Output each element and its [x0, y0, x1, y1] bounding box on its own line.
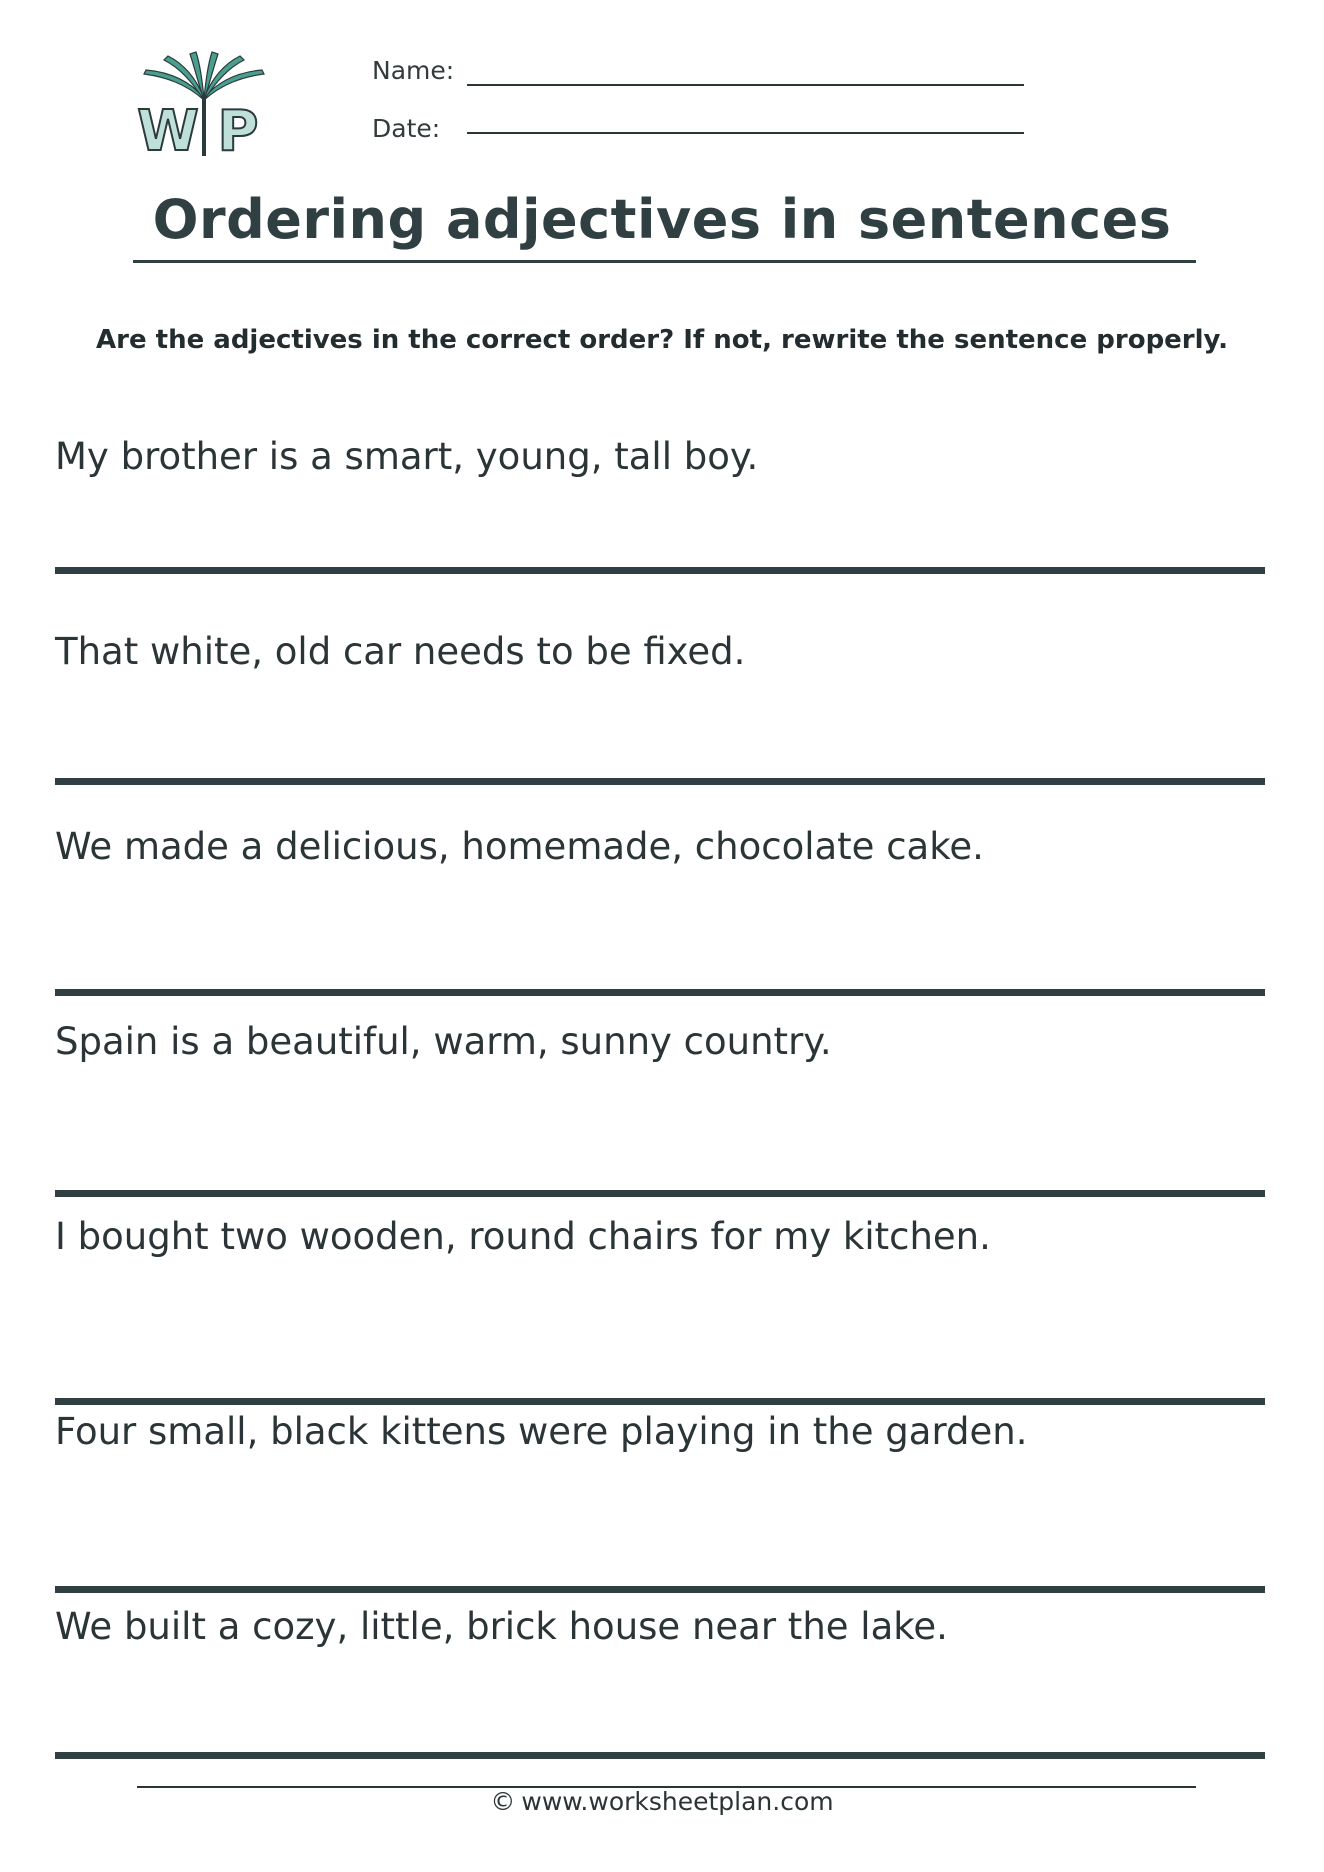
- answer-line-7[interactable]: [55, 1752, 1265, 1759]
- date-label: Date:: [372, 114, 441, 143]
- name-label: Name:: [372, 56, 455, 85]
- exercise-sentence-6: Four small, black kittens were playing in the garden.: [55, 1410, 1028, 1453]
- exercise-sentence-1: My brother is a smart, young, tall boy.: [55, 435, 759, 478]
- exercise-sentence-2: That white, old car needs to be fixed.: [55, 630, 746, 673]
- exercise-sentence-3: We made a delicious, homemade, chocolate cake.: [55, 825, 984, 868]
- instruction-text: Are the adjectives in the correct order? If not, rewrite the sentence properly.: [96, 325, 1228, 355]
- answer-line-5[interactable]: [55, 1398, 1265, 1405]
- title-underline: [133, 260, 1196, 263]
- date-field-line[interactable]: [467, 132, 1024, 134]
- exercise-sentence-7: We built a cozy, little, brick house near the lake.: [55, 1605, 948, 1648]
- exercise-sentence-5: I bought two wooden, round chairs for my kitchen.: [55, 1215, 991, 1258]
- answer-line-2[interactable]: [55, 778, 1265, 785]
- exercise-sentence-4: Spain is a beautiful, warm, sunny country.: [55, 1020, 832, 1063]
- worksheetplan-logo: [134, 50, 274, 160]
- copyright-icon: ©: [490, 1787, 516, 1816]
- answer-line-1[interactable]: [55, 567, 1265, 574]
- answer-line-3[interactable]: [55, 989, 1265, 996]
- name-field-line[interactable]: [467, 84, 1024, 86]
- website-link[interactable]: www.worksheetplan.com: [521, 1787, 834, 1816]
- logo-letter-p: P: [217, 99, 259, 160]
- answer-line-6[interactable]: [55, 1586, 1265, 1593]
- footer: [0, 1787, 1324, 1816]
- answer-line-4[interactable]: [55, 1190, 1265, 1197]
- logo-letter-w: W: [137, 99, 199, 160]
- page-title: Ordering adjectives in sentences: [152, 188, 1172, 251]
